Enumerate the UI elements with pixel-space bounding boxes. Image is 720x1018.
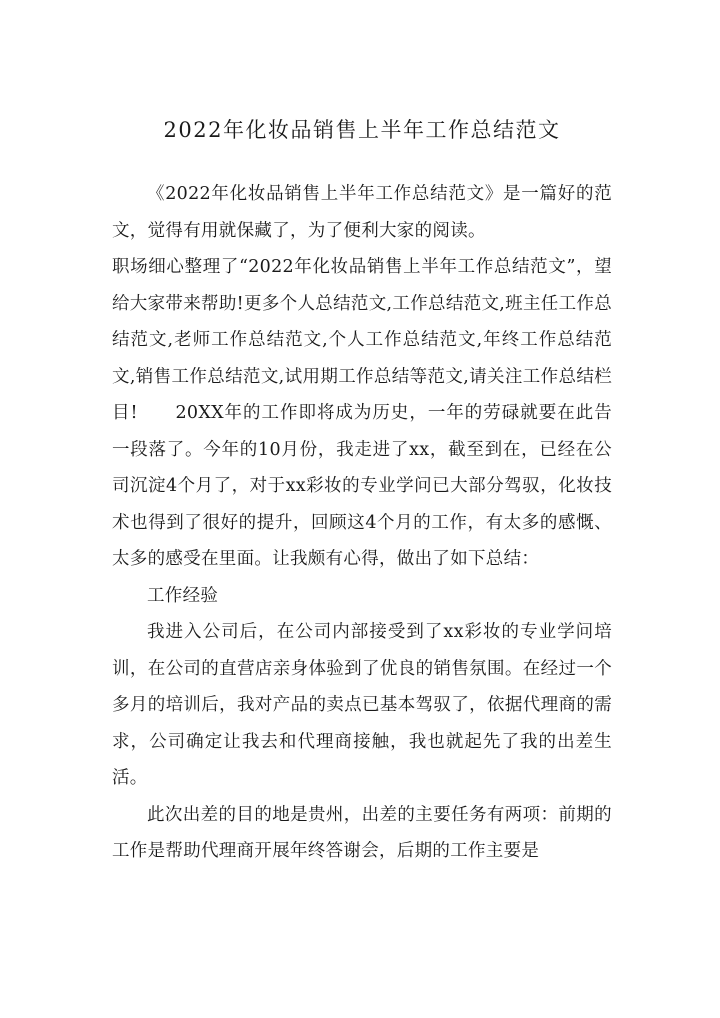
intro-paragraph: 《2022年化妆品销售上半年工作总结范文》是一篇好的范文，觉得有用就保藏了，为了便利大家的阅读。: [112, 184, 612, 241]
body-paragraph-3: 此次出差的目的地是贵州，出差的主要任务有两项：前期的工作是帮助代理商开展年终答谢会，后期的工作主要是: [112, 804, 612, 861]
section-heading: 工作经验: [147, 585, 219, 606]
body-paragraph-2: 我进入公司后，在公司内部接受到了xx彩妆的专业学问培训，在公司的直营店亲身体验到了优良的销售氛围。在经过一个多月的培训后，我对产品的卖点已基本驾驭了，依据代理商的需求，公司确定让我去和代理商接触，我也就起先了我的出差生活。: [112, 622, 612, 788]
document-title: 2022年化妆品销售上半年工作总结范文: [163, 118, 561, 142]
document-page: [112, 110, 612, 870]
body-paragraph-1: 职场细心整理了“2022年化妆品销售上半年工作总结范文”，望给大家带来帮助!更多个人总结范文,工作总结范文,班主任工作总结范文,老师工作总结范文,个人工作总结范文,年终工作总结范文,销售工作总结范文,试用期工作总结等范文,请关注工作总结栏目! 20XX年的工作即将成为历史，一年的劳碌就要在此告一段落了。今年的10月份，我走进了xx，截至到在，已经在公司沉淀4个月了，对于xx彩妆的专业学问已大部分驾驭，化妆技术也得到了很好的提升，回顾这4个月的工作，有太多的感慨、太多的感受在里面。让我颇有心得，做出了如下总结：: [112, 257, 612, 569]
